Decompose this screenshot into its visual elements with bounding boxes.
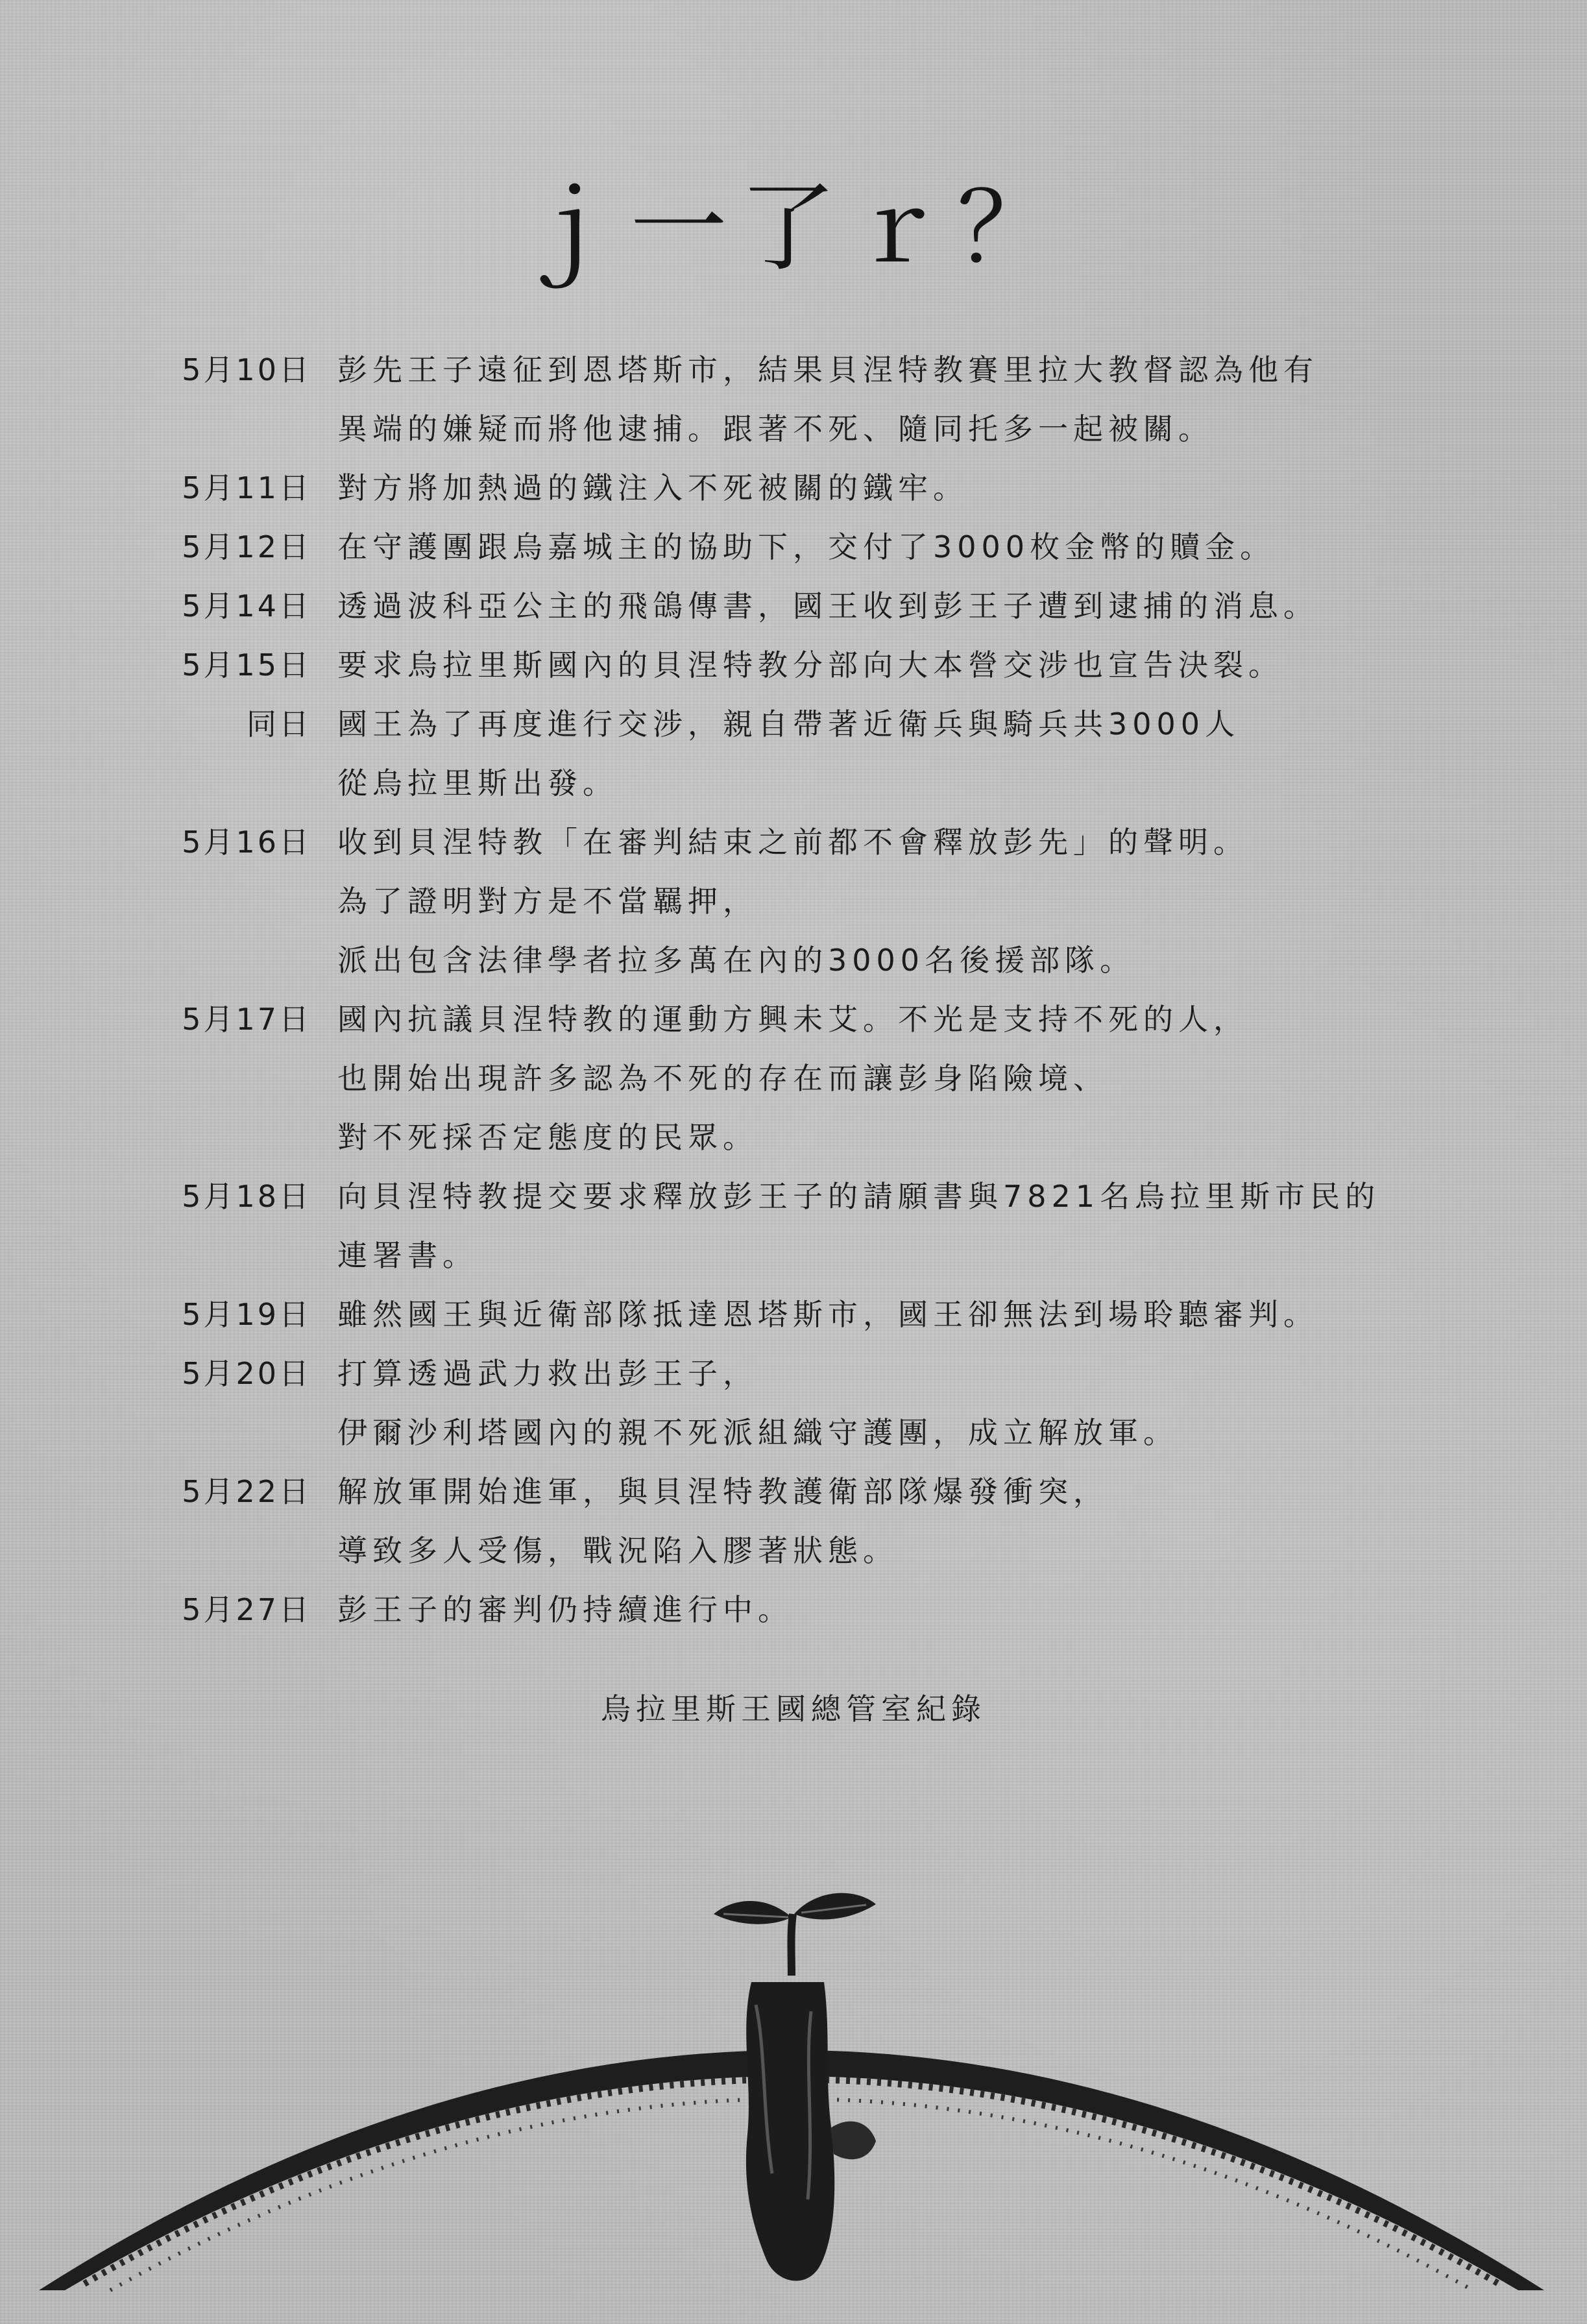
entry-line: 伊爾沙利塔國內的親不死派組織守護團，成立解放軍。 bbox=[337, 1415, 1178, 1450]
entry-line: 彭王子的審判仍持續進行中。 bbox=[337, 1592, 793, 1627]
record-credit: 烏拉里斯王國總管室紀錄 bbox=[601, 1691, 986, 1726]
entry-text bbox=[337, 813, 1499, 990]
entry-text bbox=[337, 459, 1499, 518]
entry-line: 國王為了再度進行交涉，親自帶著近衛兵與騎兵共3000人 bbox=[337, 707, 1241, 742]
entry-text bbox=[337, 518, 1499, 577]
entry-text bbox=[337, 695, 1499, 813]
entry-date: 5月14日 bbox=[182, 588, 311, 623]
timeline-entry bbox=[149, 990, 1499, 1167]
entry-text bbox=[337, 577, 1499, 636]
entry-line: 彭先王子遠征到恩塔斯市，結果貝涅特教賽里拉大教督認為他有 bbox=[337, 352, 1318, 387]
entry-line: 派出包含法律學者拉多萬在內的3000名後援部隊。 bbox=[337, 943, 1135, 978]
entry-date: 5月12日 bbox=[182, 529, 311, 564]
timeline-entry bbox=[149, 1167, 1499, 1285]
timeline-entry bbox=[149, 1344, 1499, 1462]
timeline-entry bbox=[149, 577, 1499, 636]
entry-line: 導致多人受傷，戰況陷入膠著狀態。 bbox=[337, 1533, 898, 1568]
entry-line: 對不死採否定態度的民眾。 bbox=[337, 1120, 758, 1155]
page-title: ｊ一了ｒ？ bbox=[520, 172, 1066, 285]
entry-line: 要求烏拉里斯國內的貝涅特教分部向大本營交涉也宣告決裂。 bbox=[337, 648, 1283, 683]
entry-date: 5月18日 bbox=[182, 1179, 311, 1214]
timeline-entry bbox=[149, 636, 1499, 695]
sprout-leaf-right bbox=[794, 1893, 876, 1920]
entry-date: 5月11日 bbox=[182, 470, 311, 505]
figure-hand bbox=[830, 2122, 876, 2160]
entry-line: 為了證明對方是不當羈押， bbox=[337, 884, 758, 919]
entry-text bbox=[337, 1462, 1499, 1580]
entry-text bbox=[337, 636, 1499, 695]
entry-line: 向貝涅特教提交要求釋放彭王子的請願書與7821名烏拉里斯市民的 bbox=[337, 1179, 1381, 1214]
entry-line: 打算透過武力救出彭王子， bbox=[337, 1356, 758, 1391]
entry-text bbox=[337, 990, 1499, 1167]
entry-date: 5月20日 bbox=[182, 1356, 311, 1391]
entry-line: 也開始出現許多認為不死的存在而讓彭身陷險境、 bbox=[337, 1061, 1108, 1096]
entry-text bbox=[337, 1285, 1499, 1344]
timeline-entry bbox=[149, 341, 1499, 459]
entry-date: 5月19日 bbox=[182, 1297, 311, 1332]
timeline-entry bbox=[149, 1580, 1499, 1640]
entry-text bbox=[337, 1344, 1499, 1462]
entry-date: 5月22日 bbox=[182, 1474, 311, 1509]
entry-date: 5月15日 bbox=[182, 648, 311, 683]
entry-line: 解放軍開始進軍，與貝涅特教護衛部隊爆發衝突， bbox=[337, 1474, 1108, 1509]
entry-date: 5月10日 bbox=[182, 352, 311, 387]
entry-line: 透過波科亞公主的飛鴿傳書，國王收到彭王子遭到逮捕的消息。 bbox=[337, 588, 1318, 623]
entry-text bbox=[337, 1167, 1499, 1285]
sprout-stem bbox=[792, 1914, 793, 1976]
timeline-entry bbox=[149, 1285, 1499, 1344]
entry-date: 5月27日 bbox=[182, 1592, 311, 1627]
sprout-leaf-left bbox=[714, 1901, 792, 1924]
entry-line: 從烏拉里斯出發。 bbox=[337, 766, 618, 801]
entry-line: 連署書。 bbox=[337, 1238, 478, 1273]
entry-line: 對方將加熱過的鐵注入不死被關的鐵牢。 bbox=[337, 470, 968, 505]
entry-line: 國內抗議貝涅特教的運動方興未艾。不光是支持不死的人， bbox=[337, 1002, 1248, 1037]
entry-line: 在守護團跟烏嘉城主的協助下，交付了3000枚金幣的贖金。 bbox=[337, 529, 1276, 564]
entry-line: 收到貝涅特教「在審判結束之前都不會釋放彭先」的聲明。 bbox=[337, 825, 1248, 860]
timeline-entry bbox=[149, 1462, 1499, 1580]
timeline-entry bbox=[149, 813, 1499, 990]
entry-date: 5月17日 bbox=[182, 1002, 311, 1037]
timeline-entry bbox=[149, 518, 1499, 577]
entry-line: 異端的嫌疑而將他逮捕。跟著不死、隨同托多一起被關。 bbox=[337, 411, 1213, 446]
globe-sprout-illustration bbox=[26, 1836, 1561, 2316]
timeline-entry bbox=[149, 459, 1499, 518]
entry-date: 同日 bbox=[247, 707, 311, 742]
entry-line: 雖然國王與近衛部隊抵達恩塔斯市，國王卻無法到場聆聽審判。 bbox=[337, 1297, 1318, 1332]
timeline-entries bbox=[149, 341, 1499, 1640]
entry-text bbox=[337, 1580, 1499, 1640]
timeline-entry bbox=[149, 695, 1499, 813]
entry-text bbox=[337, 341, 1499, 459]
entry-date: 5月16日 bbox=[182, 825, 311, 860]
